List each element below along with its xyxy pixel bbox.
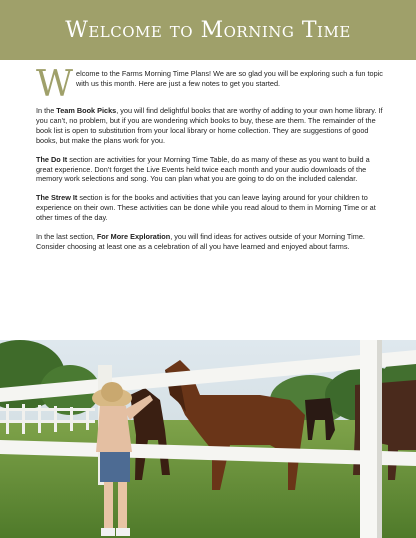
section-prefix: In the last section, xyxy=(36,232,97,242)
section-heading: For More Exploration xyxy=(96,232,171,242)
body-content xyxy=(36,64,388,261)
section-text: , you will find delightful books that are worthy of adding to your own home library. If you can’t, no problem, but if you are wondering which books to buy, these are them. The remainder of the book list is open to substitution from your local library or home collection. They are suggestions of good books, but make the plans work for you. xyxy=(36,106,383,145)
section-heading: Team Book Picks xyxy=(56,106,117,115)
section-prefix: In the xyxy=(36,106,57,115)
section-heading: The Strew It xyxy=(36,193,78,203)
drop-cap: W xyxy=(36,64,74,105)
intro-text: elcome to the Farms Morning Time Plans! We are so glad you will be exploring such a fun topic with us this month. Here are just a few notes to get you started. xyxy=(76,69,383,88)
section-more-exploration xyxy=(36,232,388,252)
page-title: Welcome to Morning Time xyxy=(65,17,351,43)
section-text: , you will find ideas for actives outside of your Morning Time. Consider choosing at least one as a celebration of all you have learned and enjoyed about farms. xyxy=(36,232,365,251)
section-heading: The Do It xyxy=(36,154,68,164)
farm-photo xyxy=(0,340,416,538)
farm-photo-illustration xyxy=(0,340,416,538)
section-team-book-picks xyxy=(36,106,388,146)
header-banner xyxy=(0,0,416,60)
section-text: section is for the books and activities that you can leave laying around for your children to experience on their own. These activities can be done while you read aloud to them in Morning Time or at other times of the day. xyxy=(36,193,376,223)
section-do-it xyxy=(36,155,388,185)
intro-paragraph xyxy=(36,64,388,105)
section-strew-it xyxy=(36,193,388,223)
section-text: section are activities for your Morning Time Table, do as many of these as you want to build a great experience. Don’t forget the Live Events held twice each month and your audio downloads of the memory work selections and song. You can plan what you are going to do on the included calendar. xyxy=(36,154,370,184)
